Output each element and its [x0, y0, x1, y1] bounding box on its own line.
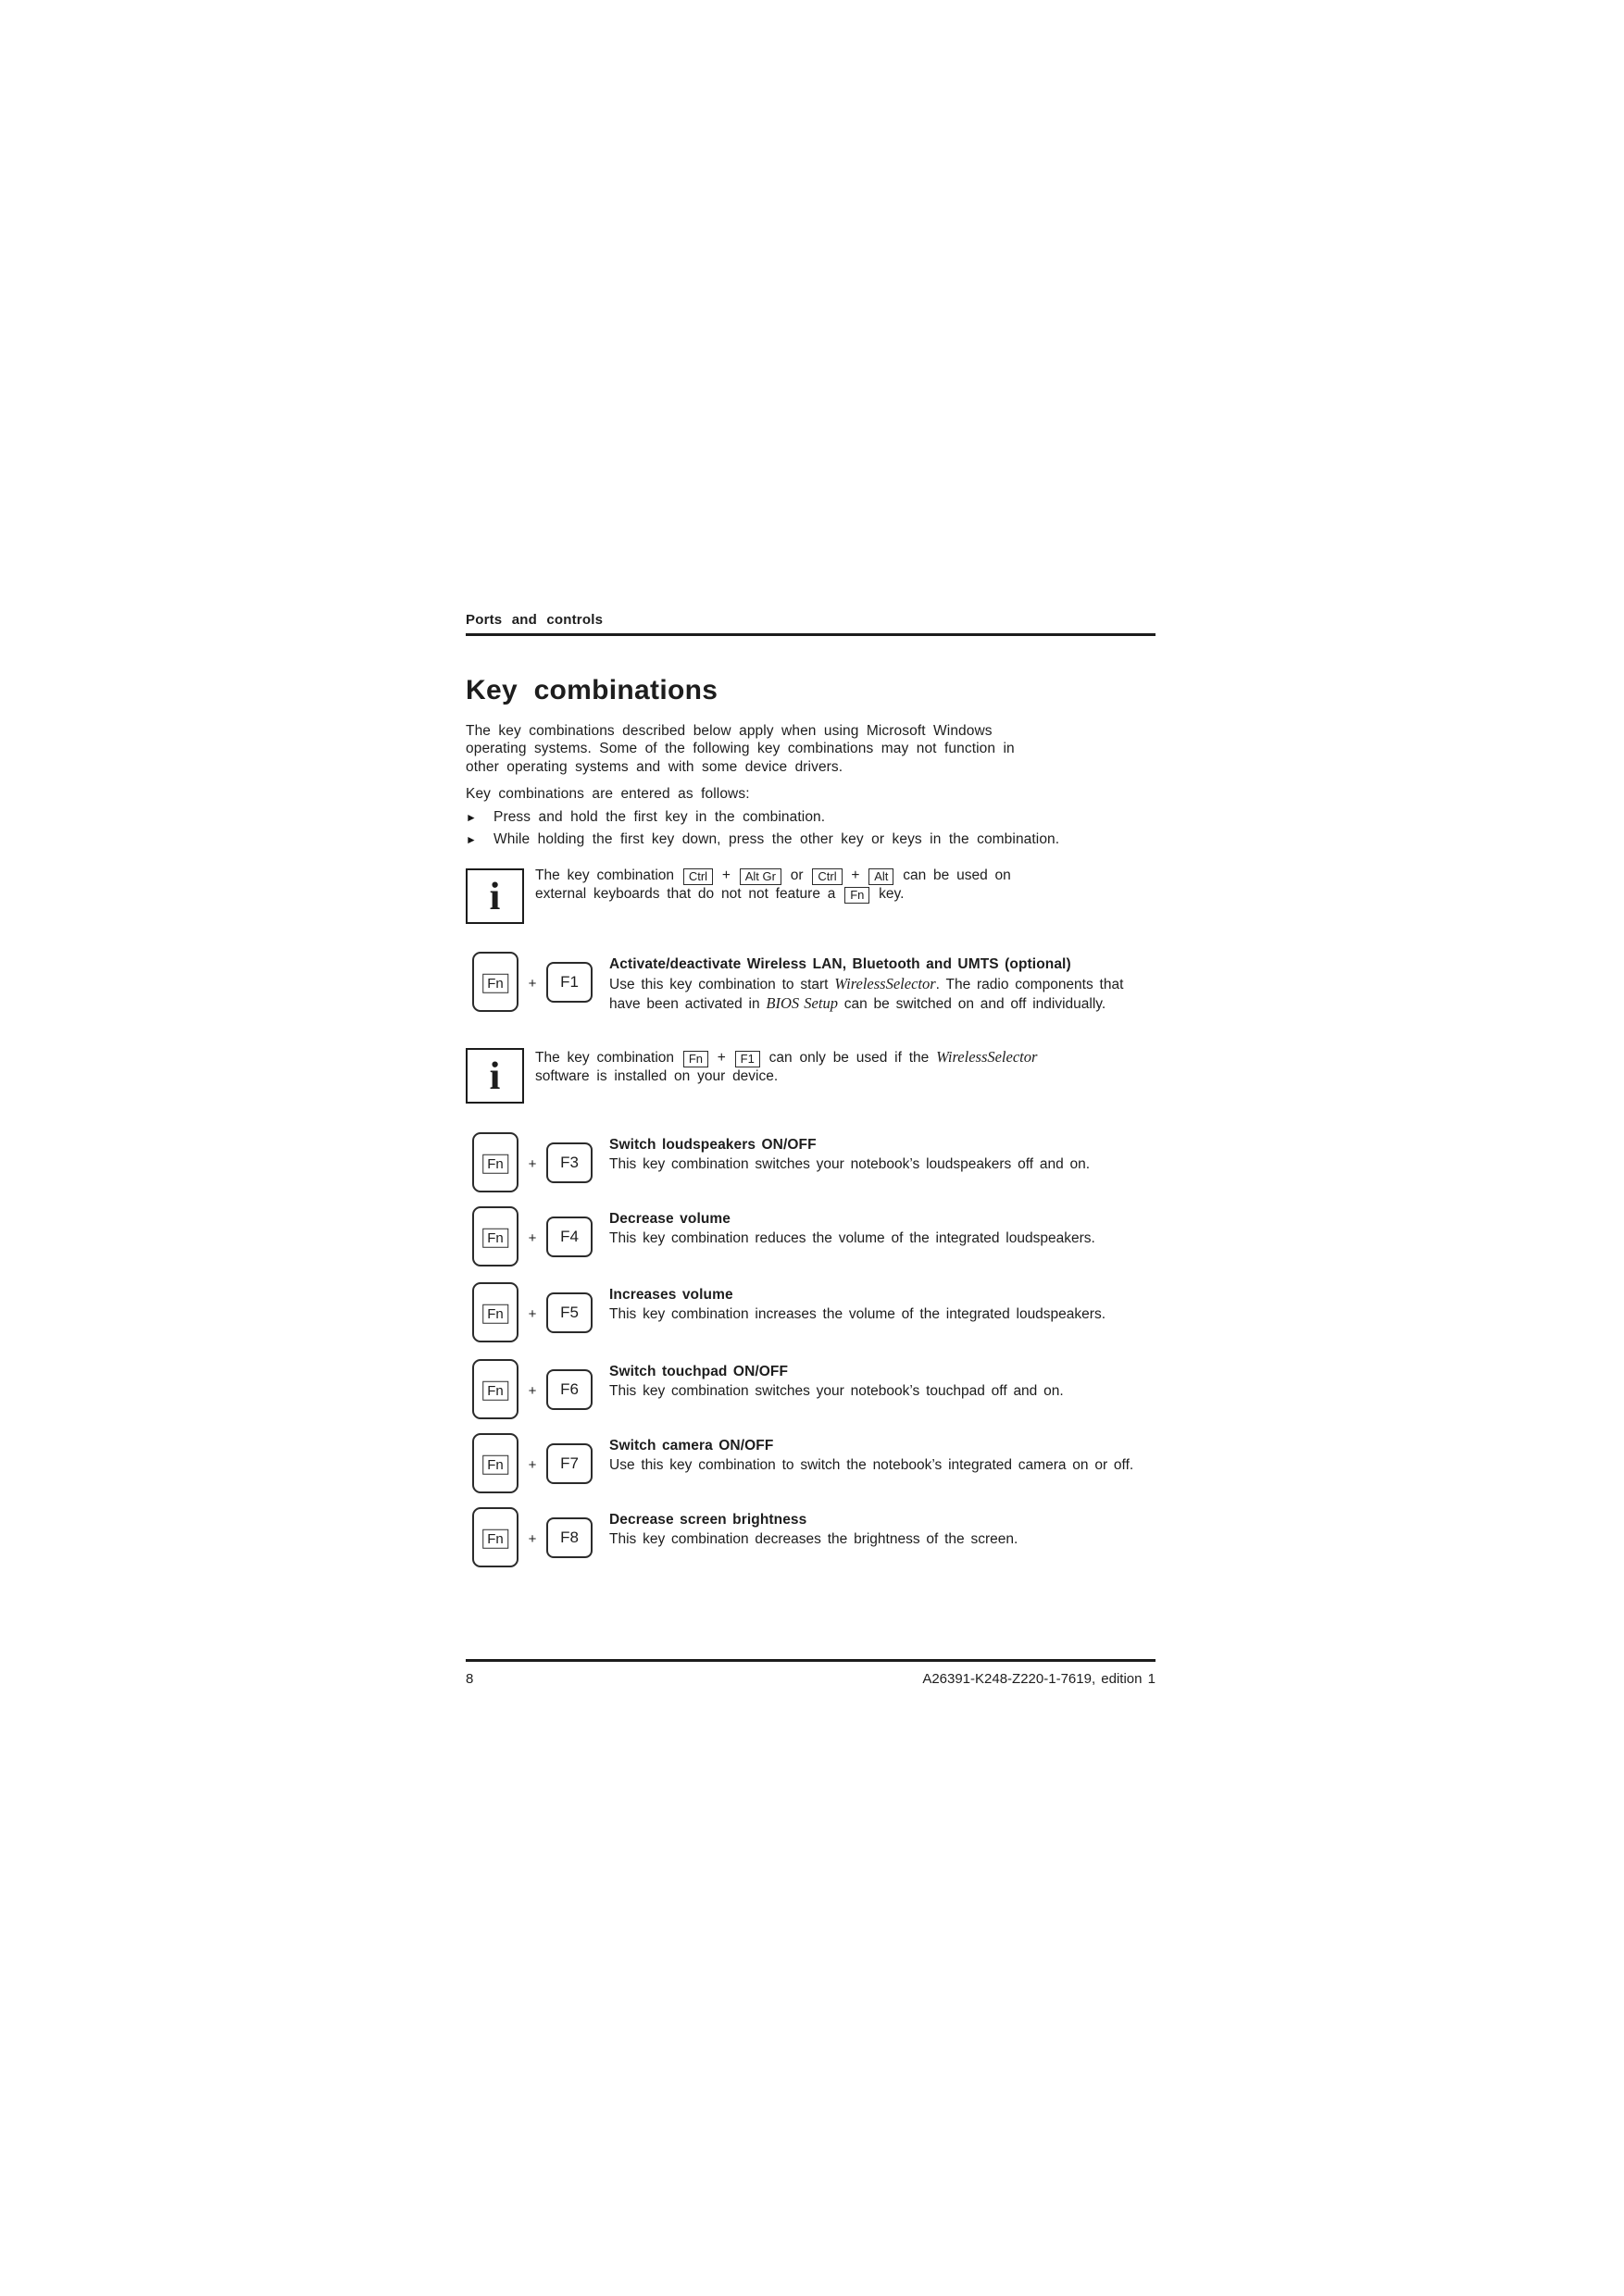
fn-key-label: Fn — [482, 1304, 508, 1323]
text-segment: or — [782, 867, 811, 883]
note-line — [535, 867, 1011, 885]
f3-key — [546, 1142, 593, 1183]
combo-body-line: This key combination increases the volume of the integrated loudspeakers. — [609, 1306, 1106, 1322]
inline-keycap: Fn — [844, 887, 869, 904]
info-note — [466, 1046, 1156, 1105]
text-segment: can be used on — [895, 867, 1011, 883]
plus-sign: + — [528, 1306, 537, 1322]
text-segment: + — [710, 1050, 733, 1066]
note-line — [535, 1048, 1037, 1067]
plus-sign: + — [528, 1457, 537, 1473]
fn-key — [472, 1433, 518, 1493]
text-segment: The key combination — [535, 867, 681, 883]
fn-key-label: Fn — [482, 1380, 508, 1400]
italic-term: WirelessSelector — [834, 975, 936, 992]
footer-rule — [466, 1659, 1156, 1662]
text-segment: Use this key combination to start — [609, 977, 835, 992]
bullet-arrow-icon: ► — [466, 811, 477, 824]
combo-description — [609, 1211, 1095, 1248]
note-line — [535, 885, 1011, 904]
inline-keycap: Alt — [868, 868, 893, 885]
combo-heading: Switch loudspeakers ON/OFF — [609, 1137, 817, 1153]
f5-key — [546, 1292, 593, 1333]
f1-key — [546, 962, 593, 1003]
fn-key-label: Fn — [482, 1228, 508, 1247]
key-combination-row — [466, 1505, 1156, 1572]
inline-keycap: Fn — [683, 1051, 708, 1067]
fn-key — [472, 1132, 518, 1192]
text-segment: The key combination — [535, 1050, 681, 1066]
key-combination-row — [466, 1357, 1156, 1424]
combo-heading: Decrease screen brightness — [609, 1512, 807, 1528]
info-icon-box — [466, 868, 524, 924]
combo-description — [609, 1438, 1133, 1475]
bullet-item — [466, 830, 1059, 853]
f-key-label: F4 — [560, 1228, 579, 1245]
key-combination-row — [466, 1431, 1156, 1498]
fn-key — [472, 1507, 518, 1567]
f-key-label: F8 — [560, 1529, 579, 1546]
intro-line: operating systems. Some of the following key combinations may not function in — [466, 741, 1015, 757]
combo-body-line: This key combination decreases the brightness of the screen. — [609, 1531, 1018, 1547]
bullet-arrow-icon: ► — [466, 833, 477, 846]
text-segment: external keyboards that do not not feature a — [535, 886, 843, 902]
bullet-list — [466, 808, 1059, 853]
note-line — [535, 1067, 1037, 1086]
info-note — [466, 867, 1156, 926]
f-key-label: F7 — [560, 1454, 579, 1472]
running-header: Ports and controls — [466, 612, 604, 628]
page-title: Key combinations — [466, 675, 718, 705]
f-key-label: F1 — [560, 973, 579, 991]
text-segment: can only be used if the — [761, 1050, 937, 1066]
fn-key-label: Fn — [482, 973, 508, 992]
italic-term: BIOS Setup — [766, 993, 838, 1012]
plus-sign: + — [528, 1230, 537, 1246]
bullet-item — [466, 808, 1059, 830]
text-segment: . The radio components that — [935, 977, 1124, 992]
f8-key — [546, 1517, 593, 1558]
combo-heading: Activate/deactivate Wireless LAN, Bluetooth and UMTS (optional) — [609, 956, 1071, 972]
combo-body-line: This key combination switches your notebook’s touchpad off and on. — [609, 1383, 1064, 1399]
inline-keycap: Alt Gr — [740, 868, 781, 885]
text-segment: + — [715, 867, 738, 883]
fn-key — [472, 1359, 518, 1419]
bullet-text: Press and hold the first key in the combination. — [493, 809, 826, 825]
combo-description — [609, 956, 1123, 1013]
text-segment: have been activated in — [609, 995, 767, 1012]
combo-heading: Increases volume — [609, 1287, 733, 1303]
text-segment: software is installed on your device. — [535, 1068, 779, 1084]
fn-key — [472, 1282, 518, 1342]
f7-key — [546, 1443, 593, 1484]
intro-line: other operating systems and with some device drivers. — [466, 758, 843, 775]
combo-description — [609, 1137, 1090, 1174]
page-number: 8 — [466, 1671, 474, 1687]
f-key-label: F6 — [560, 1380, 579, 1398]
bullet-text: While holding the first key down, press the other key or keys in the combination. — [493, 831, 1060, 847]
intro-line: The key combinations described below apply when using Microsoft Windows — [466, 723, 993, 739]
key-combination-row — [466, 1204, 1156, 1271]
inline-keycap: Ctrl — [812, 868, 842, 885]
f-key-label: F5 — [560, 1304, 579, 1321]
key-combination-row — [466, 1130, 1156, 1197]
combo-description — [609, 1287, 1106, 1324]
key-combination-row — [466, 950, 1156, 1017]
note-text — [535, 1048, 1037, 1086]
f6-key — [546, 1369, 593, 1410]
fn-key-label: Fn — [482, 1529, 508, 1548]
combo-heading: Switch camera ON/OFF — [609, 1438, 774, 1454]
combo-description — [609, 1364, 1064, 1401]
fn-key — [472, 952, 518, 1012]
combo-body-line: This key combination switches your notebook’s loudspeakers off and on. — [609, 1156, 1091, 1172]
inline-keycap: Ctrl — [683, 868, 713, 885]
intro-paragraph — [466, 722, 1015, 776]
plus-sign: + — [528, 1383, 537, 1399]
fn-key — [472, 1206, 518, 1267]
italic-term: WirelessSelector — [936, 1048, 1038, 1066]
plus-sign: + — [528, 976, 537, 992]
combo-body-line: Use this key combination to switch the notebook’s integrated camera on or off. — [609, 1457, 1134, 1473]
text-segment: key. — [871, 886, 905, 902]
header-rule — [466, 633, 1156, 636]
key-combination-row — [466, 1280, 1156, 1347]
plus-sign: + — [528, 1156, 537, 1172]
entered-line: Key combinations are entered as follows: — [466, 786, 750, 802]
combo-body-line — [609, 975, 1123, 994]
fn-key-label: Fn — [482, 1454, 508, 1474]
plus-sign: + — [528, 1531, 537, 1547]
text-segment: + — [843, 867, 868, 883]
note-text — [535, 867, 1011, 904]
combo-heading: Switch touchpad ON/OFF — [609, 1364, 789, 1379]
info-icon: i — [489, 1055, 501, 1098]
text-segment: can be switched on and off individually. — [837, 995, 1106, 1012]
document-id: A26391-K248-Z220-1-7619, edition 1 — [922, 1671, 1156, 1687]
fn-key-label: Fn — [482, 1154, 508, 1173]
info-icon-box — [466, 1048, 524, 1104]
f-key-label: F3 — [560, 1154, 579, 1171]
combo-description — [609, 1512, 1018, 1549]
combo-body-line: This key combination reduces the volume of the integrated loudspeakers. — [609, 1230, 1095, 1246]
f4-key — [546, 1217, 593, 1257]
combo-heading: Decrease volume — [609, 1211, 731, 1227]
inline-keycap: F1 — [735, 1051, 760, 1067]
combo-body-line — [609, 994, 1123, 1014]
info-icon: i — [489, 876, 501, 918]
